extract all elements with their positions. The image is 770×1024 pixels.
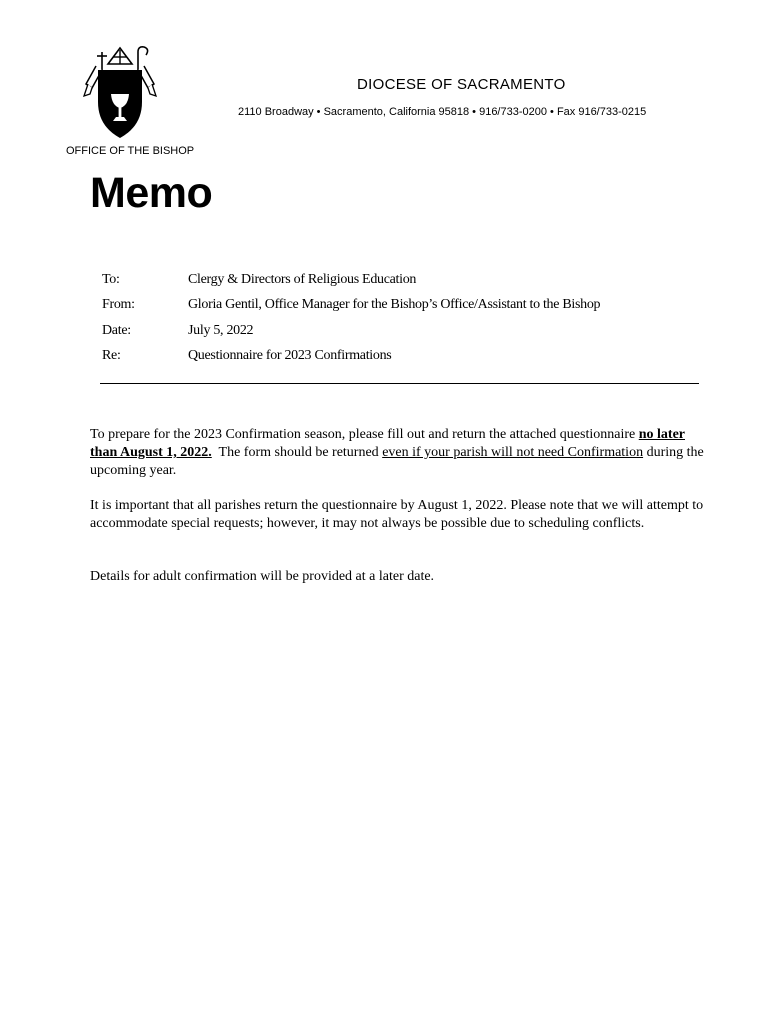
memo-to-label: To: xyxy=(102,272,120,287)
p1-emphasis: even if your parish will not need Confirmation xyxy=(382,445,644,460)
p1-deadline: no later than August 1, 2022. xyxy=(90,427,685,460)
memo-from-value: Gloria Gentil, Office Manager for the Bishop’s Office/Assistant to the Bishop xyxy=(188,297,601,312)
memo-from-row xyxy=(102,297,600,313)
memo-date-label: Date: xyxy=(102,323,131,338)
p1-end: during the upcoming year. xyxy=(90,445,704,478)
memo-from-label: From: xyxy=(102,297,135,312)
header-divider xyxy=(100,383,699,384)
memo-title: Memo xyxy=(90,169,213,217)
diocese-crest-logo xyxy=(80,44,160,140)
body-paragraph-2: It is important that all parishes return the questionnaire by August 1, 2022. Please note that we will attempt to accommodate special requests; however, it may not always be possible due to scheduling conflicts. xyxy=(90,498,704,531)
office-label: OFFICE OF THE BISHOP xyxy=(66,145,195,157)
memo-to-row xyxy=(102,272,416,288)
p1-middle: The form should be returned xyxy=(211,445,383,460)
memo-date-value: July 5, 2022 xyxy=(188,323,254,338)
memo-re-value: Questionnaire for 2023 Confirmations xyxy=(188,348,392,363)
body-paragraph-1 xyxy=(90,426,710,480)
p1-intro: To prepare for the 2023 Confirmation season, please fill out and return the attached questionnaire xyxy=(90,427,636,442)
memo-to-value: Clergy & Directors of Religious Education xyxy=(188,272,417,287)
organization-address: 2110 Broadway • Sacramento, California 95818 • 916/733-0200 • Fax 916/733-0215 xyxy=(238,106,647,118)
memo-re-label: Re: xyxy=(102,348,121,363)
memo-re-row xyxy=(102,348,391,364)
organization-name: DIOCESE OF SACRAMENTO xyxy=(357,76,566,93)
memo-date-row xyxy=(102,323,253,339)
body-paragraph-3: Details for adult confirmation will be provided at a later date. xyxy=(90,569,435,584)
